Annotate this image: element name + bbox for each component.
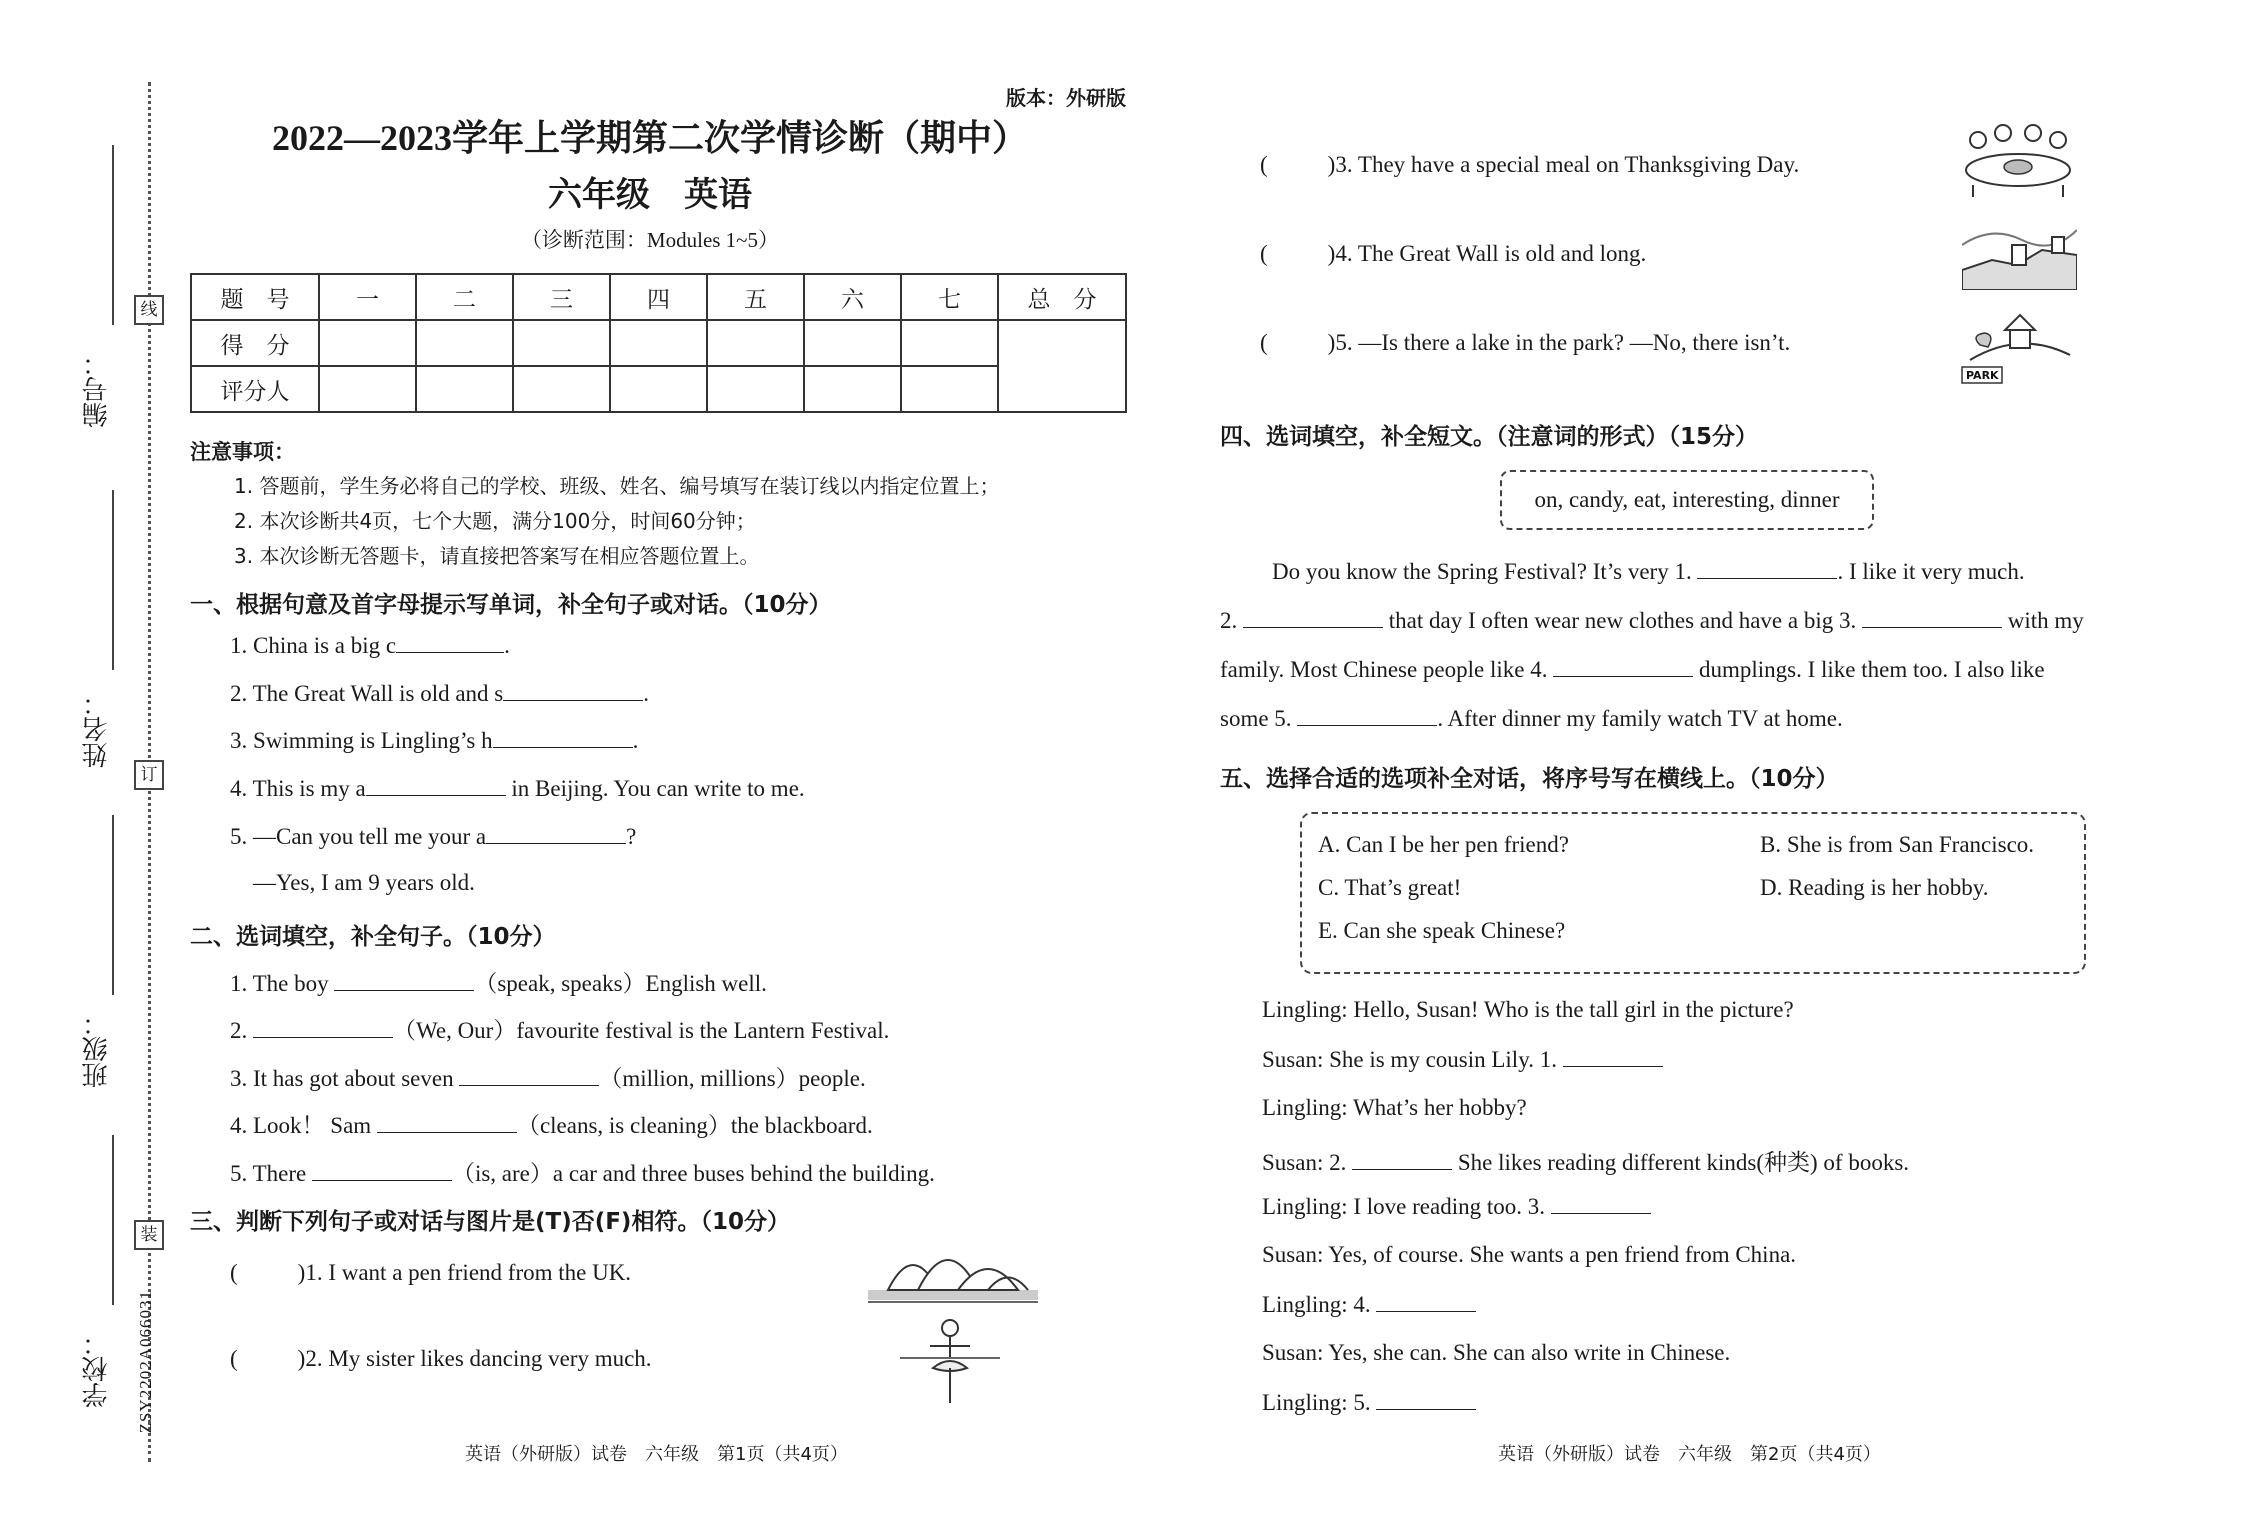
header-cell: 二 [416, 274, 513, 320]
answer-blank[interactable] [366, 775, 506, 796]
s2-question-5: 5. There （is, are）a car and three buses behind the building. [230, 1161, 935, 1186]
exam-scope: （诊断范围：Modules 1~5） [520, 228, 780, 252]
grader-cell[interactable] [901, 366, 998, 412]
s3-question-5: ( )5. —Is there a lake in the park? —No, there isn’t. [1260, 330, 1791, 355]
page1-footer: 英语（外研版）试卷 六年级 第1页（共4页） [465, 1444, 848, 1465]
s2-question-2: 2. （We, Our）favourite festival is the Lantern Festival. [230, 1018, 890, 1043]
score-table [190, 273, 1127, 413]
answer-blank[interactable] [503, 680, 643, 701]
section2-heading: 二、选词填空，补全句子。（10分） [190, 924, 556, 950]
options-box [1300, 812, 2086, 974]
option-c: C. That’s great! [1318, 875, 1462, 900]
dialogue-line: Lingling: 4. [1262, 1291, 1476, 1318]
s2-question-4: 4. Look！ Sam （cleans, is cleaning）the blackboard. [230, 1113, 873, 1138]
answer-blank[interactable] [1551, 1193, 1651, 1214]
park-picture [1960, 305, 2080, 385]
dialogue-line: Susan: 2. She likes reading different kinds(种类) of books. [1262, 1150, 1910, 1175]
mark-bind: 订 [134, 760, 164, 790]
mark-staple: 装 [134, 1220, 164, 1250]
answer-blank[interactable] [1243, 607, 1383, 628]
note-item: 3. 本次诊断无答题卡，请直接把答案写在相应答题位置上。 [234, 544, 760, 568]
section1-heading: 一、根据句意及首字母提示写单词，补全句子或对话。（10分） [190, 592, 832, 618]
s1-question-4: 4. This is my a in Beijing. You can write to me. [230, 776, 805, 801]
answer-blank[interactable] [1297, 705, 1437, 726]
notes-heading: 注意事项： [190, 440, 295, 464]
option-d: D. Reading is her hobby. [1760, 875, 1989, 900]
answer-blank[interactable] [1376, 1291, 1476, 1312]
s4-line-2: 2. that day I often wear new clothes and have a big 3. with my [1220, 608, 2084, 633]
dialogue-line: Lingling: I love reading too. 3. [1262, 1193, 1651, 1220]
grader-cell[interactable] [610, 366, 707, 412]
grader-cell[interactable] [707, 366, 804, 412]
score-cell[interactable] [707, 320, 804, 366]
s4-line-1: Do you know the Spring Festival? It’s very 1. . I like it very much. [1272, 559, 2025, 584]
page2-footer: 英语（外研版）试卷 六年级 第2页（共4页） [1498, 1444, 1881, 1465]
name-write-line[interactable] [112, 490, 114, 670]
header-cell: 五 [707, 274, 804, 320]
s1-reply: —Yes, I am 9 years old. [253, 870, 475, 895]
edition-label: 版本：外研版 [1006, 86, 1126, 110]
header-cell: 四 [610, 274, 707, 320]
ballet-dancer-picture [895, 1318, 1005, 1408]
dialogue-line: Lingling: 5. [1262, 1389, 1476, 1416]
word-bank-box: on, candy, eat, interesting, dinner [1500, 470, 1874, 530]
section5-heading: 五、选择合适的选项补全对话，将序号写在横线上。（10分） [1220, 766, 1839, 792]
row-label: 得 分 [191, 320, 319, 366]
answer-blank[interactable] [493, 727, 633, 748]
score-cell[interactable] [513, 320, 610, 366]
score-cell[interactable] [901, 320, 998, 366]
answer-blank[interactable] [253, 1017, 393, 1038]
row-label: 评分人 [191, 366, 319, 412]
grader-cell[interactable] [319, 366, 416, 412]
s1-question-2: 2. The Great Wall is old and s . [230, 681, 649, 706]
score-cell[interactable] [319, 320, 416, 366]
label-class: 班级： [82, 1010, 112, 1088]
answer-blank[interactable] [1563, 1046, 1663, 1067]
option-b: B. She is from San Francisco. [1760, 832, 2035, 857]
header-cell: 三 [513, 274, 610, 320]
s3-question-1: ( )1. I want a pen friend from the UK. [230, 1260, 632, 1285]
answer-blank[interactable] [1553, 656, 1693, 677]
answer-blank[interactable] [1352, 1149, 1452, 1170]
answer-blank[interactable] [486, 823, 626, 844]
grader-cell[interactable] [416, 366, 513, 412]
answer-blank[interactable] [377, 1112, 517, 1133]
answer-blank[interactable] [459, 1065, 599, 1086]
s1-question-3: 3. Swimming is Lingling’s h . [230, 728, 639, 753]
opera-house-picture [868, 1230, 1038, 1308]
section4-heading: 四、选词填空，补全短文。（注意词的形式）（15分） [1220, 424, 1759, 450]
score-cell[interactable] [804, 320, 901, 366]
total-score-cell[interactable] [998, 320, 1126, 412]
answer-blank[interactable] [1862, 607, 2002, 628]
s2-question-1: 1. The boy （speak, speaks）English well. [230, 971, 767, 996]
s3-question-3: ( )3. They have a special meal on Thanksgiving Day. [1260, 152, 1800, 177]
header-cell: 总 分 [998, 274, 1126, 320]
answer-blank[interactable] [334, 970, 474, 991]
dialogue-line: Lingling: Hello, Susan! Who is the tall girl in the picture? [1262, 997, 1794, 1022]
score-table-header [191, 274, 1126, 320]
park-sign-text: PARK [1966, 369, 1999, 382]
s3-question-4: ( )4. The Great Wall is old and long. [1260, 241, 1647, 266]
score-row [191, 320, 1126, 366]
answer-blank[interactable] [396, 632, 504, 653]
label-name: 姓名： [82, 690, 112, 768]
dialogue-line: Susan: Yes, of course. She wants a pen friend from China. [1262, 1242, 1797, 1267]
answer-blank[interactable] [1697, 558, 1837, 579]
score-cell[interactable] [610, 320, 707, 366]
class-write-line[interactable] [112, 815, 114, 995]
section3-heading: 三、判断下列句子或对话与图片是(T)否(F)相符。（10分） [190, 1209, 790, 1235]
grader-cell[interactable] [513, 366, 610, 412]
dialogue-line: Susan: Yes, she can. She can also write in Chinese. [1262, 1340, 1731, 1365]
score-cell[interactable] [416, 320, 513, 366]
dialogue-line: Lingling: What’s her hobby? [1262, 1095, 1527, 1120]
page-title: 2022—2023学年上学期第二次学情诊断（期中） [271, 118, 1028, 158]
thanksgiving-dinner-picture [1958, 115, 2078, 200]
s4-line-3: family. Most Chinese people like 4. dumplings. I like them too. I also like [1220, 657, 2045, 682]
s2-question-3: 3. It has got about seven （million, millions）people. [230, 1066, 866, 1091]
answer-blank[interactable] [312, 1160, 452, 1181]
option-a: A. Can I be her pen friend? [1318, 832, 1569, 857]
dialogue-line: Susan: She is my cousin Lily. 1. [1262, 1046, 1663, 1073]
label-school: 学校： [82, 1330, 112, 1408]
header-cell: 题 号 [191, 274, 319, 320]
paper-code: ZSY2202A066031 [136, 1290, 155, 1434]
s3-question-2: ( )2. My sister likes dancing very much. [230, 1346, 652, 1371]
header-cell: 七 [901, 274, 998, 320]
grade-subject: 六年级 英语 [548, 175, 752, 215]
answer-blank[interactable] [1376, 1389, 1476, 1410]
header-cell: 六 [804, 274, 901, 320]
s4-line-4: some 5. . After dinner my family watch TV at home. [1220, 706, 1843, 731]
number-write-line[interactable] [112, 145, 114, 325]
grader-row [191, 366, 1126, 412]
mark-line: 线 [134, 295, 164, 325]
label-number: 编号： [82, 350, 112, 428]
s1-question-1: 1. China is a big c . [230, 633, 510, 658]
school-write-line[interactable] [112, 1135, 114, 1305]
option-e: E. Can she speak Chinese? [1318, 918, 1566, 943]
header-cell: 一 [319, 274, 416, 320]
note-item: 1. 答题前，学生务必将自己的学校、班级、姓名、编号填写在装订线以内指定位置上； [234, 474, 1000, 498]
grader-cell[interactable] [804, 366, 901, 412]
note-item: 2. 本次诊断共4页，七个大题，满分100分，时间60分钟； [234, 509, 756, 533]
s1-question-5: 5. —Can you tell me your a ? [230, 824, 637, 849]
great-wall-picture [1962, 215, 2077, 290]
